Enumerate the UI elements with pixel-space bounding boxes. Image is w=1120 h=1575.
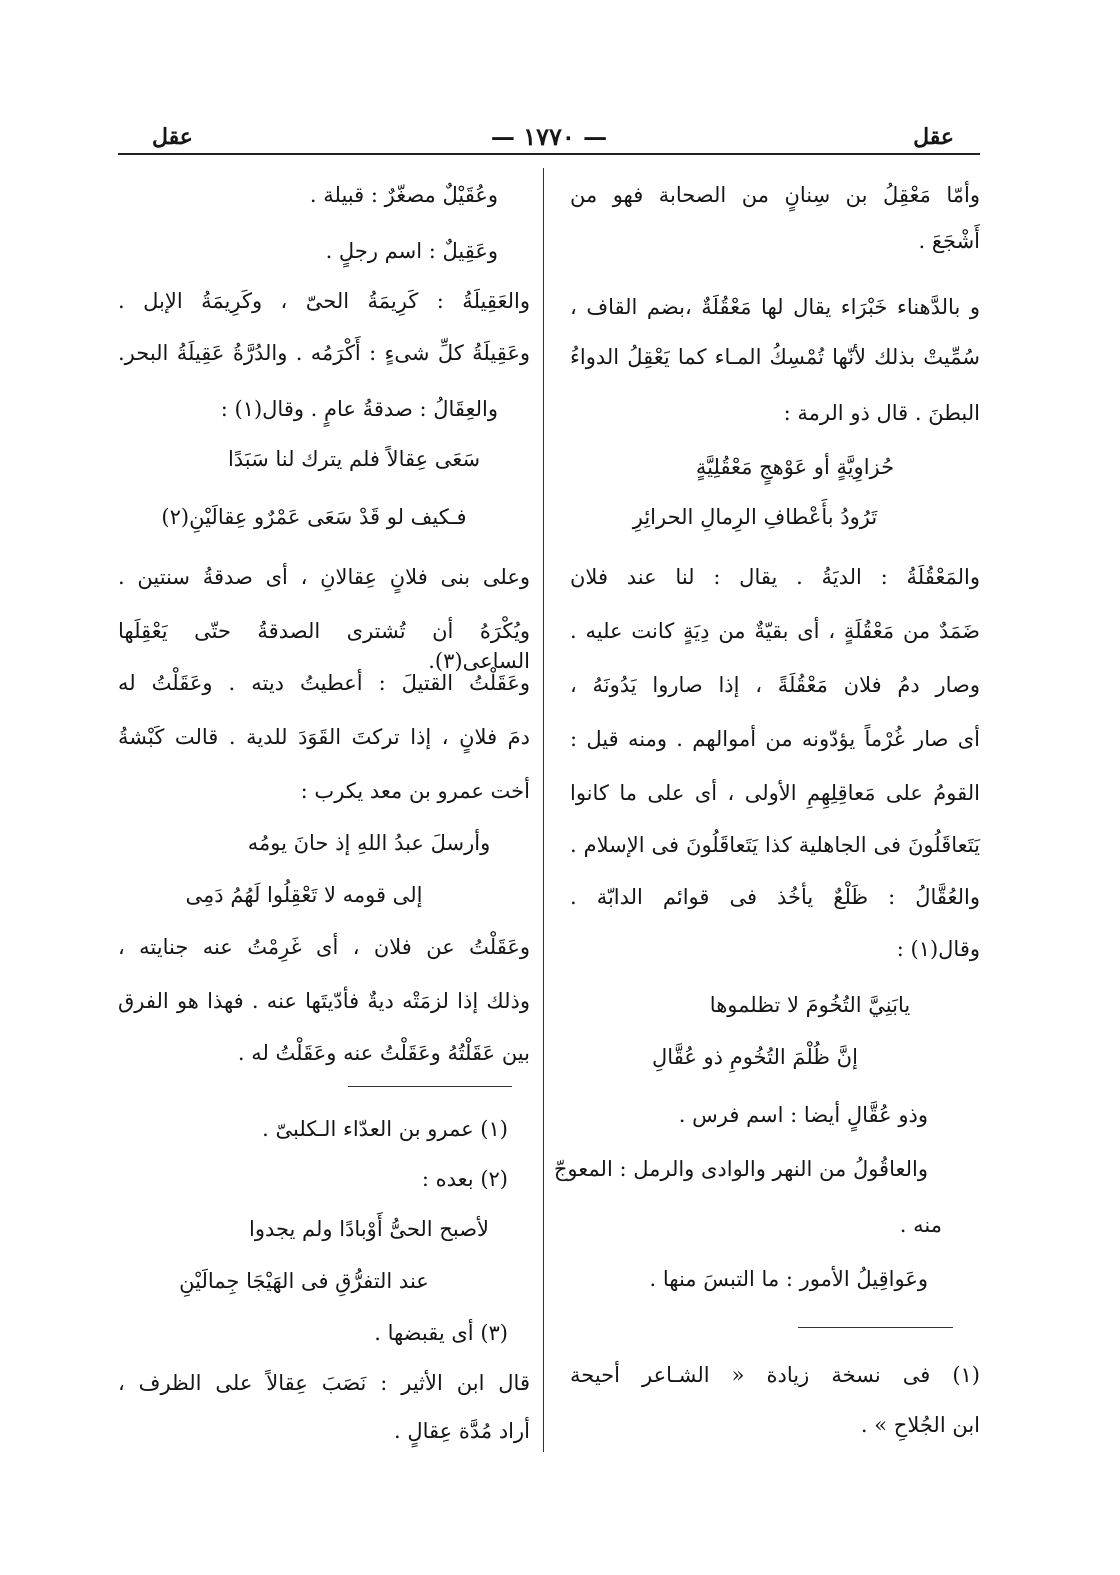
text-line: وصار دمُ فلان مَعْقُلَةً ، إذا صاروا يَدُونَهُ ، <box>570 673 980 697</box>
verse-line: وأرسلَ عبدُ اللهِ إذ حانَ يومُه <box>247 831 491 855</box>
verse-line: تَرُودُ بأَعْطافِ الرِمالِ الحرائِرِ <box>632 505 878 529</box>
text-line: ويُكْرَهُ أن تُشترى الصدقةُ حتّى يَعْقِلَها الساعى(٣). <box>118 619 530 673</box>
text-line: والعاقُولُ من النهر والوادى والرمل : المعوجّ <box>553 1157 928 1181</box>
text-line: أى صار غُرْماً يؤدّونه من أموالهم . ومنه قيل : <box>570 727 980 751</box>
verse-line: لأصبح الحىُّ أَوْبادًا ولم يجدوا <box>248 1217 489 1241</box>
verse-line: حُزاوِيَّةٍ أو عَوْهجٍ مَعْقُلِيَّةٍ <box>695 455 895 479</box>
page-header <box>118 122 980 156</box>
text-line: وأمّا مَعْقِلُ بن سِنانٍ من الصحابة فهو من <box>570 183 980 207</box>
text-line: والعِقَالُ : صدقةُ عامٍ . وقال(١) : <box>220 397 498 421</box>
text-line: منه . <box>899 1213 942 1237</box>
text-line: وعَقَلْتُ القتيلَ : أعطيتُ ديته . وعَقَلْتُ له <box>118 671 530 695</box>
header-rule <box>118 153 980 155</box>
left-column <box>118 168 530 1458</box>
text-line: وعَقِيلٌ : اسم رجلٍ . <box>325 239 498 263</box>
header-root-word-left: عقل <box>152 124 193 150</box>
column-divider <box>543 168 544 1452</box>
text-line: يَتَعاقَلُونَ فى الجاهلية كذا يَتَعاقَلُونَ فى الإسلام . <box>570 833 980 857</box>
text-line: بين عَقَلْتُهُ وعَقَلْتُ عنه وعَقَلْتُ له . <box>237 1041 530 1065</box>
text-line: وقال(١) : <box>896 937 980 961</box>
verse-line: سَعَى عِقالاً فلم يترك لنا سَبَدًا <box>227 447 481 471</box>
verse-line: يابَنِيَّ التُخُومَ لا تظلموها <box>709 993 911 1017</box>
text-line: أَشْجَعَ . <box>918 229 980 253</box>
footnote-line: ابن الجُلاحِ » . <box>860 1413 980 1437</box>
text-line: والعَقِيلَةُ : كَرِيمَةُ الحىّ ، وكَرِيمَةُ الإبل . <box>118 289 530 313</box>
footnote-line: (١) فى نسخة زيادة « الشـاعر أحيحة <box>570 1363 980 1387</box>
text-line: وعَقَلْتُ عن فلان ، أى غَرِمْتُ عنه جنايته ، <box>118 935 530 959</box>
footnote-line: (١) عمرو بن العدّاء الـكلبىّ . <box>262 1117 508 1141</box>
text-line: أخت عمرو بن معد يكرب : <box>300 779 530 803</box>
footnote-rule-left <box>348 1086 512 1087</box>
verse-line: فـكيف لو قَدْ سَعَى عَمْرٌو عِقالَيْنِ(٢) <box>161 505 467 529</box>
text-line: وعَواقِيلُ الأمور : ما التبسَ منها . <box>649 1267 928 1291</box>
footnote-line: قال ابن الأثير : نَصَبَ عِقالاً على الظرف ، <box>118 1371 530 1395</box>
footnote-line: (٢) بعده : <box>421 1167 508 1191</box>
verse-line: إنَّ ظُلْمَ التُخُومِ ذو عُقَّالِ <box>652 1045 858 1069</box>
text-line: دمَ فلانٍ ، إذا تركتَ القَوَدَ للدية . قالت كَبْشةُ <box>118 725 530 749</box>
text-line: والعُقَّالُ : ظَلْعٌ يأخُذ فى قوائم الدابّة . <box>570 885 980 909</box>
text-line: وعلى بنى فلانٍ عِقالانِ ، أى صدقةُ سنتين . <box>118 565 530 589</box>
text-line: وذلك إذا لزمَتْه ديةٌ فأدّيتَها عنه . فهذا هو الفرق <box>118 989 530 1013</box>
verse-line: عند التفرُّقِ فى الهَيْجَا جِمالَيْنِ <box>179 1269 429 1293</box>
text-line: وذو عُقَّالٍ أيضا : اسم فرس . <box>678 1103 928 1127</box>
text-line: و بالدَّهناء خَبْرَاء يقال لها مَعْقُلَةٌ ،بضم القاف ، <box>570 295 980 319</box>
header-root-word-right: عقل <box>913 124 954 150</box>
verse-line: إلى قومه لا تَعْقِلُوا لَهُمُ دَمِى <box>185 883 423 907</box>
page-number: — ١٧٧٠ — <box>490 122 608 151</box>
footnote-line: (٣) أى يقبضها . <box>374 1321 508 1345</box>
text-line: ضَمَدٌ من مَعْقُلَةٍ ، أى بقيّةٌ من دِيَةٍ كانت عليه . <box>570 619 980 643</box>
text-line: سُمِّيتْ بذلك لأنّها تُمْسِكُ المـاء كما يَعْقِلُ الدواءُ <box>570 345 980 369</box>
footnote-line: أراد مُدَّة عِقالٍ . <box>394 1419 530 1443</box>
text-line: وعُقَيْلٌ مصغّرٌ : قبيلة . <box>309 183 498 207</box>
text-line: البطنَ . قال ذو الرمة : <box>783 401 980 425</box>
footnote-rule-right <box>798 1327 953 1328</box>
text-line: وعَقِيلَةُ كلِّ شىءٍ : أَكْرَمُه . والدُرَّةُ عَقِيلَةُ البحر. <box>118 341 530 365</box>
text-line: القومُ على مَعاقِلِهِمِ الأولى ، أى على ما كانوا <box>570 781 980 805</box>
right-column <box>553 180 980 1460</box>
text-line: والمَعْقُلَةُ : الديَةُ . يقال : لنا عند فلان <box>570 565 980 589</box>
